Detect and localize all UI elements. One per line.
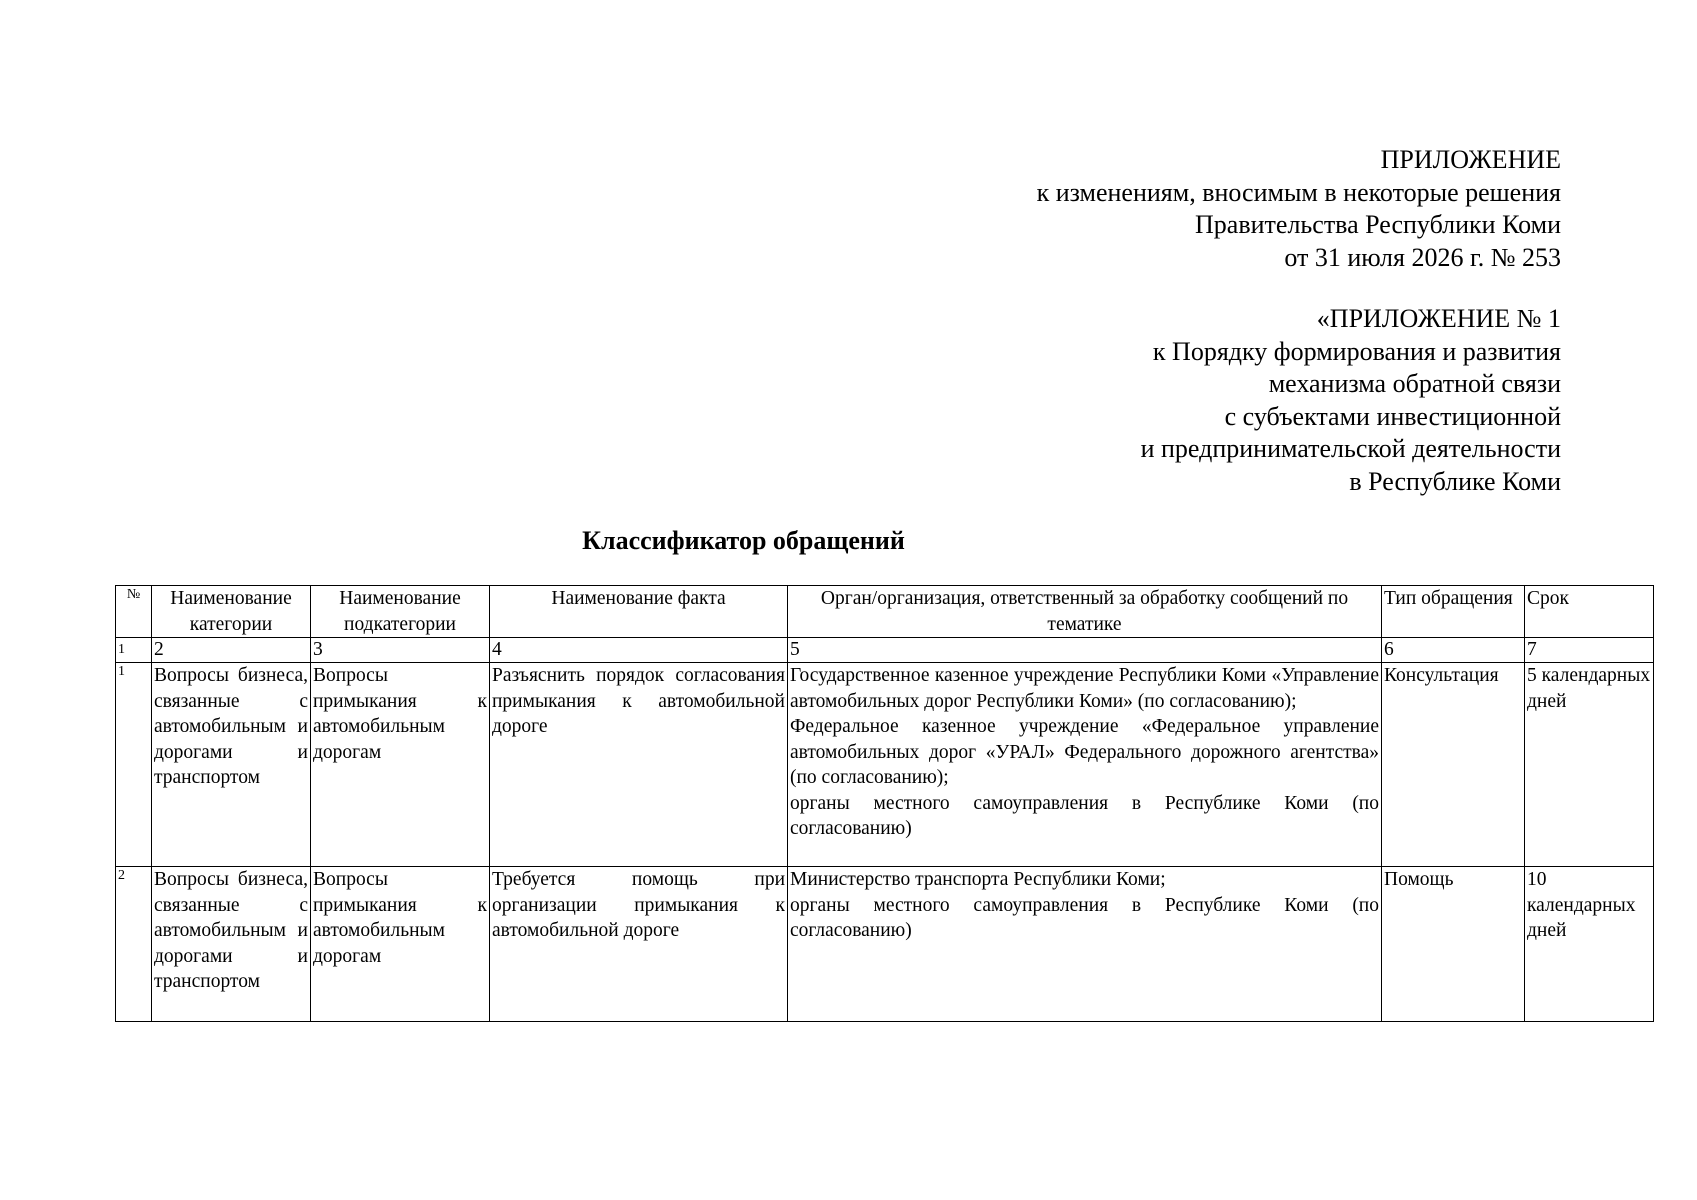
- appendix-line: от 31 июля 2026 г. № 253: [1284, 242, 1561, 272]
- column-header-category: Наименование категории: [152, 586, 311, 638]
- appendix1-line: и предпринимательской деятельности: [1140, 434, 1561, 463]
- row-term: 5 календарных дней: [1525, 663, 1654, 867]
- document-title: Классификатор обращений: [582, 526, 905, 555]
- row-number: 1: [116, 663, 152, 867]
- table-row: [116, 663, 1654, 867]
- appendix-line: ПРИЛОЖЕНИЕ: [1380, 145, 1561, 174]
- row-type: Консультация: [1382, 663, 1525, 867]
- appendix-header: [1037, 144, 1561, 274]
- row-category: Вопросы бизнеса, связанные с автомобильным и дорогами и транспортом: [152, 663, 311, 867]
- column-header-organization: Орган/организация, ответственный за обработку сообщений по тематике: [788, 586, 1382, 638]
- organization-entry: органы местного самоуправления в Республике Коми (по согласованию): [790, 894, 1379, 941]
- organization-entry: Федеральное казенное учреждение «Федеральное управление автомобильных дорог «УРАЛ» Федерального дорожного агентства» (по согласованию);: [790, 716, 1379, 788]
- table-row: [116, 867, 1654, 1022]
- column-header-type: Тип обращения: [1382, 586, 1525, 638]
- appendix-line: Правительства Республики Коми: [1195, 210, 1561, 239]
- column-number: 2: [152, 638, 311, 663]
- column-header-subcategory: Наименование подкатегории: [311, 586, 490, 638]
- appendix1-line: механизма обратной связи: [1268, 369, 1561, 398]
- row-fact: Требуется помощь при организации примыкания к автомобильной дороге: [490, 867, 788, 1022]
- column-header-term: Срок: [1525, 586, 1654, 638]
- row-organizations: [788, 867, 1382, 1022]
- classifier-table: [115, 585, 1654, 1022]
- row-type: Помощь: [1382, 867, 1525, 1022]
- organization-entry: Государственное казенное учреждение Республики Коми «Управление автомобильных дорог Республики Коми» (по согласованию);: [790, 665, 1379, 712]
- organization-entry: органы местного самоуправления в Республике Коми (по согласованию): [790, 792, 1379, 839]
- column-number: 7: [1525, 638, 1654, 663]
- row-organizations: [788, 663, 1382, 867]
- row-fact: Разъяснить порядок согласования примыкания к автомобильной дороге: [490, 663, 788, 867]
- row-number: 2: [116, 867, 152, 1022]
- appendix1-line: в Республике Коми: [1349, 466, 1561, 496]
- column-number: 4: [490, 638, 788, 663]
- row-subcategory: Вопросы примыкания к автомобильным дорогам: [311, 867, 490, 1022]
- appendix1-header: [1141, 303, 1561, 498]
- appendix1-line: «ПРИЛОЖЕНИЕ № 1: [1316, 304, 1561, 333]
- row-subcategory: Вопросы примыкания к автомобильным дорогам: [311, 663, 490, 867]
- column-number-row: [116, 638, 1654, 663]
- appendix1-line: с субъектами инвестиционной: [1224, 401, 1561, 431]
- organization-entry: Министерство транспорта Республики Коми;: [790, 869, 1166, 890]
- row-category: Вопросы бизнеса, связанные с автомобильным и дорогами и транспортом: [152, 867, 311, 1022]
- column-number: 6: [1382, 638, 1525, 663]
- column-header-num: №: [116, 586, 152, 638]
- appendix1-line: к Порядку формирования и развития: [1152, 336, 1561, 366]
- appendix-line: к изменениям, вносимым в некоторые решения: [1036, 177, 1561, 207]
- table-header-row: [116, 586, 1654, 638]
- column-number: 5: [788, 638, 1382, 663]
- column-header-fact: Наименование факта: [490, 586, 788, 638]
- column-number: 1: [116, 638, 152, 663]
- row-term: 10 календарных дней: [1525, 867, 1654, 1022]
- column-number: 3: [311, 638, 490, 663]
